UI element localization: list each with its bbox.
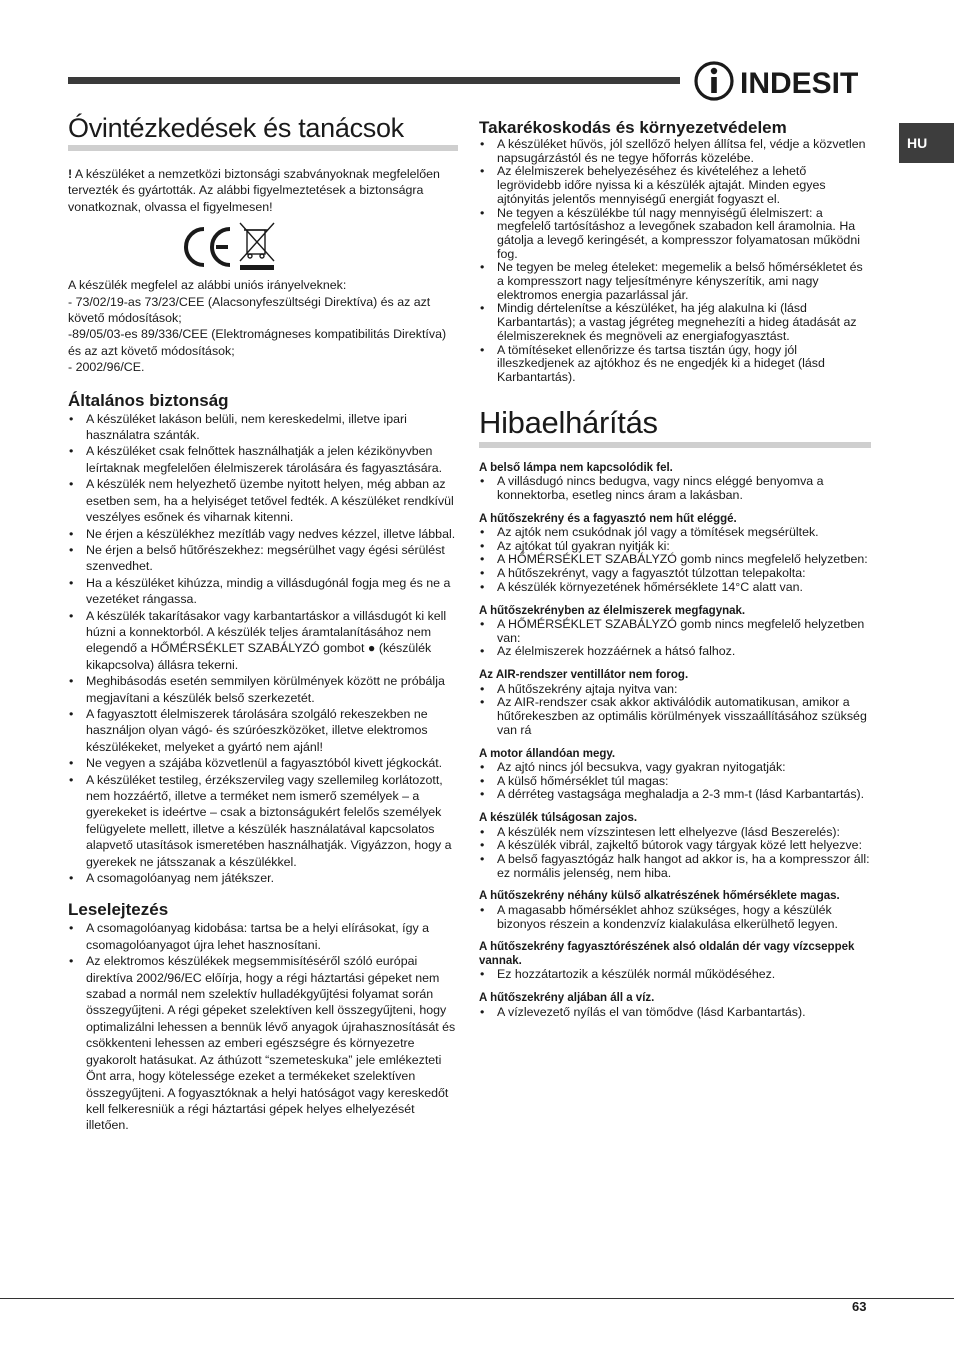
- list-item: • Ez hozzátartozik a készülék normál működéséhez.: [479, 968, 871, 982]
- list-item: • A HŐMÉRSÉKLET SZABÁLYZÓ gomb nincs megfelelő helyzetben:: [479, 553, 871, 567]
- ce-mark-icon: [186, 229, 230, 265]
- list-item: • A készülék nem helyezhető üzembe nyitott helyen, még abban az esetben sem, ha a helyiséget tetővel fedték. A készüléket rendkívül veszélyes esőnek és viharnak kitenni.: [68, 476, 458, 525]
- saving-list: [479, 138, 871, 385]
- indesit-logo: [694, 58, 870, 104]
- list-item: • A dérréteg vastagsága meghaladja a 2-3 mm-t (lásd Karbantartás).: [479, 788, 871, 802]
- list-item: • A HŐMÉRSÉKLET SZABÁLYZÓ gomb nincs megfelelő helyzetben van:: [479, 618, 871, 645]
- header-bar: [68, 77, 680, 84]
- precautions-title: Óvintézkedések és tanácsok: [68, 112, 458, 151]
- problem-block: [479, 605, 871, 660]
- intro-text: A készüléket a nemzetközi biztonsági szabványoknak megfelelően tervezték és gyártották. Az alábbi figyelmeztetések a biztonságra vonatkoznak, olvassa el figyelmesen!: [68, 167, 440, 214]
- list-item: • Ne tegyen a készülékbe túl nagy mennyiségű élelmiszert: a megfelelő tartósításhoz a levegőnek szabadon kell áramolnia. Ha gátolja a levegő keringését, a kompresszor folyamatosan működni fog.: [479, 207, 871, 262]
- warning-mark: !: [68, 167, 73, 181]
- list-item: • A vízlevezető nyílás el van tömődve (lásd Karbantartás).: [479, 1006, 871, 1020]
- list-item: • Ne tegyen be meleg ételeket: megemelik a belső hőmérsékletet és a kompresszort nagy teljesítményre kényszerítik, ami nagy elektromos energia pazarlással jár.: [479, 261, 871, 302]
- problem-title: A hűtőszekrény néhány külső alkatrészének hőmérséklete magas.: [479, 890, 840, 903]
- list-item: • A hűtőszekrény ajtaja nyitva van:: [479, 683, 871, 697]
- problem-block: [479, 992, 871, 1019]
- problem-block: [479, 748, 871, 803]
- problem-title: A készülék túlságosan zajos.: [479, 812, 638, 825]
- problem-title: A hűtőszekrény fagyasztórészének alsó oldalán dér vagy vízcseppek vannak.: [479, 941, 855, 967]
- list-item: • A hűtőszekrényt, vagy a fagyasztót túlzottan telepakolta:: [479, 567, 871, 581]
- problem-block: [479, 669, 871, 737]
- certification-marks: [68, 215, 458, 277]
- list-item: • A készülék takarításakor vagy karbantartáskor a villásdugót ki kell húzni a konnektorból. A készülék teljes áramtalanításához nem elegendő a HŐMÉRSÉKLET SZABÁLYZÓ gombot ● (készülék kikapcsolva) állásra tekerni.: [68, 608, 458, 674]
- list-item: • A fagyasztott élelmiszerek tárolására szolgáló rekeszekben ne használjon olyan vágó- és szúróeszközöket, illetve elektromos készülékeket, melyeket a gyártó nem ajánl!: [68, 706, 458, 755]
- saving-title: Takarékoskodás és környezetvédelem: [479, 118, 787, 137]
- directive-line: A készülék megfelel az alábbi uniós irányelveknek:: [68, 278, 347, 293]
- page-number: 63: [852, 1299, 867, 1314]
- list-item: • A csomagolóanyag kidobása: tartsa be a helyi elírásokat, így a csomagolóanyagot újra lehet hasznosítani.: [68, 920, 458, 953]
- list-item: • A készüléket testileg, érzékszervileg vagy szellemileg korlátozott, nem hozzáértő, illetve a terméket nem ismerő személyek – a gyerekeket is ideértve – csak a biztonságukért felelős személyek felügyelete mellett, illetve a készülék használatával kapcsolatos alapvető utasítások ismeretében használhatják. Vigyázzon, hogy a gyerekek ne játsszanak a készülékkel.: [68, 772, 458, 870]
- list-item: • A készüléket csak felnőttek használhatják a jelen kézikönyvben leírtaknak megfelelően élelmiszerek tárolására és fagyasztására.: [68, 443, 458, 476]
- problem-title: A hűtőszekrény aljában áll a víz.: [479, 992, 655, 1005]
- right-column: [479, 118, 871, 1019]
- list-item: • Az ajtó nincs jól becsukva, vagy gyakran nyitogatják:: [479, 761, 871, 775]
- problem-title: A hűtőszekrény és a fagyasztó nem hűt eléggé.: [479, 512, 737, 525]
- problem-block: [479, 941, 871, 982]
- intro-paragraph: [68, 166, 458, 215]
- list-item: • A tömítéseket ellenőrizze és tartsa tisztán úgy, hogy jól illeszkedjenek az ajtókhoz és ne engedjék ki a hideget (lásd Karbantartás).: [479, 344, 871, 385]
- list-item: • A készülék nem vízszintesen lett elhelyezve (lásd Beszerelés):: [479, 826, 871, 840]
- directive-line: - 73/02/19-as 73/23/CEE (Alacsonyfeszültségi Direktíva) és az azt követő módosítások;: [68, 294, 431, 326]
- left-column: [68, 112, 458, 1134]
- list-item: • A készülék vibrál, zajkeltő bútorok vagy tárgyak közé lett helyezve:: [479, 839, 871, 853]
- disposal-list: [68, 920, 458, 1133]
- list-item: • Az élelmiszerek behelyezéséhez és kivételéhez a lehető legrövidebb időre nyissa ki a készülék ajtaját. Minden egyes ajtónyitás jelentős mennyiségű energiát fogyaszt el.: [479, 165, 871, 206]
- list-item: • A készüléket hűvös, jól szellőző helyen állítsa fel, védje a közvetlen napsugárzástól és ne tegye hőforrás közelébe.: [479, 138, 871, 165]
- list-item: • A készüléket lakáson belüli, nem kereskedelmi, illetve ipari használatra szánták.: [68, 411, 458, 444]
- list-item: • Ne érjen a belső hűtőrészekhez: megsérülhet vagy égési sérülést szenvedhet.: [68, 542, 458, 575]
- general-safety-title: Általános biztonság: [68, 390, 229, 410]
- list-item: • Ne vegyen a szájába közvetlenül a fagyasztóból kivett jégkockát.: [68, 755, 458, 771]
- list-item: • A külső hőmérséklet túl magas:: [479, 775, 871, 789]
- problem-block: [479, 812, 871, 880]
- list-item: • A készülék környezetének hőmérséklete 14°C alatt van.: [479, 581, 871, 595]
- list-item: • Mindig dértelenítse a készüléket, ha jég alakulna ki (lásd Karbantartás); a vastag jégréteg megnehezíti a hideg átadását az élelmiszereknek és megnöveli az energiafogyasztást.: [479, 302, 871, 343]
- list-item: • Az élelmiszerek hozzáérnek a hátsó falhoz.: [479, 645, 871, 659]
- list-item: • A belső fagyasztógáz halk hangot ad akkor is, ha a kompresszor áll: ez normális jelenség, nem hiba.: [479, 853, 871, 880]
- troubleshooting-title: Hibaelhárítás: [479, 405, 871, 448]
- directive-line: -89/05/03-es 89/336/CEE (Elektromágneses kompatibilitás Direktíva) és az azt követő módosítások;: [68, 327, 447, 358]
- brand-name: INDESIT: [740, 67, 859, 100]
- problem-block: [479, 890, 871, 931]
- footer-rule: [0, 1298, 954, 1299]
- language-tab: HU: [899, 123, 954, 163]
- list-item: • Meghibásodás esetén semmilyen körülmények között ne próbálja megjavítani a készülék belső szerkezetét.: [68, 673, 458, 706]
- list-item: • Ne érjen a készülékhez mezítláb vagy nedves kézzel, illetve lábbal.: [68, 526, 458, 542]
- problem-block: [479, 462, 871, 503]
- list-item: • Az ajtók nem csukódnak jól vagy a tömítések megsérültek.: [479, 526, 871, 540]
- problem-title: A motor állandóan megy.: [479, 747, 616, 760]
- problem-title: Az AIR-rendszer ventillátor nem forog.: [479, 669, 689, 682]
- list-item: • Az AIR-rendszer csak akkor aktiválódik automatikusan, amikor a hűtőrekeszben az optimális körülmények visszaállításához szükség van rá: [479, 696, 871, 737]
- crossed-bin-icon: [240, 223, 274, 261]
- list-item: • Ha a készüléket kihúzza, mindig a villásdugónál fogja meg és ne a vezetéket rángassa.: [68, 575, 458, 608]
- list-item: • Az ajtókat túl gyakran nyitják ki:: [479, 540, 871, 554]
- problem-title: A hűtőszekrényben az élelmiszerek megfagynak.: [479, 604, 746, 617]
- directive-line: - 2002/96/CE.: [68, 360, 145, 375]
- general-safety-list: [68, 411, 458, 887]
- problem-block: [479, 513, 871, 595]
- list-item: • A magasabb hőmérséklet ahhoz szükséges, hogy a készülék bizonyos részein a kondenzvíz kialakulása elkerülhető legyen.: [479, 904, 871, 931]
- problem-title: A belső lámpa nem kapcsolódik fel.: [479, 461, 673, 474]
- disposal-title: Leselejtezés: [68, 900, 169, 920]
- list-item: • A csomagolóanyag nem játékszer.: [68, 870, 458, 886]
- list-item: • Az elektromos készülékek megsemmisítéséről szóló európai direktíva 2002/96/EC előírja, hogy a régi háztartási gépeket nem szabad a normál nem szelektív hulladékgyűjtési folyamat során összegyűjteni. A régi gépeket szelektíven kell összegyűjteni, hogy optimalizálni lehessen a bennük lévő anyagok újrahasznosítását és csökkenteni lehessen az emberi egészségre és környezetre gyakorolt hatásukat. Az áthúzott “szemeteskuka” jele emlékezteti Önt arra, hogy kötelessége ezeket a termékeket szelektíven összegyűjteni. A fogyasztóknak a helyi hatóságot vagy kereskedőt kell felkeresniük a régi háztartási gépek helyes elhelyezését illetően.: [68, 953, 458, 1133]
- list-item: • A villásdugó nincs bedugva, vagy nincs eléggé benyomva a konnektorba, esetleg nincs áram a lakásban.: [479, 475, 871, 502]
